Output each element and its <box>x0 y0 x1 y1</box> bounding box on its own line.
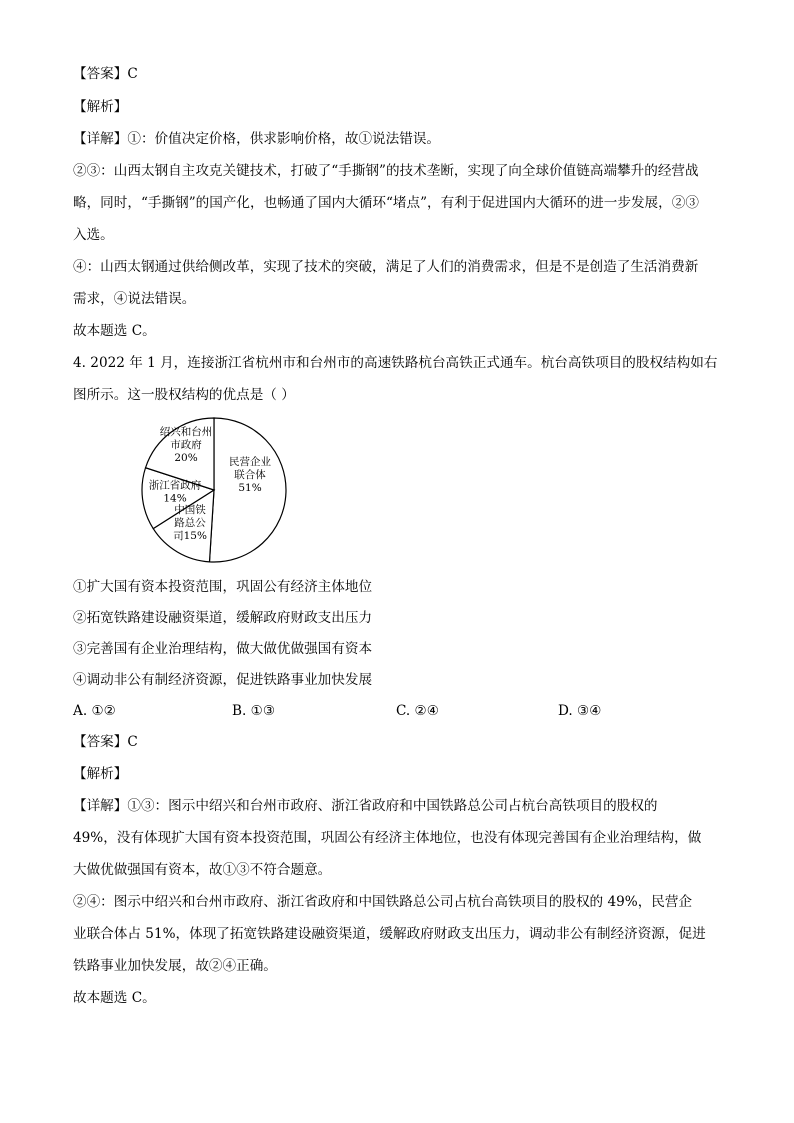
pie-slice-label: 中国铁 <box>174 504 206 516</box>
answer-line <box>73 732 138 752</box>
conclusion-line: 故本题选 C。 <box>73 990 156 1006</box>
option-a[interactable]: A. ①② <box>73 703 116 719</box>
detail-line: 略，同时，“手撕钢”的国产化，也畅通了国内大循环“堵点”，有利于促进国内大循环的进一步发展，②③ <box>73 195 699 211</box>
pie-slice-label: 司15% <box>173 530 207 542</box>
pie-slice-label: 市政府 <box>170 439 202 451</box>
answer-tag: 【答案】 <box>73 66 128 82</box>
detail-line: 需求，④说法错误。 <box>73 291 196 307</box>
detail-line: 铁路事业加快发展，故②④正确。 <box>73 958 277 974</box>
question-stem: 4. 2022 年 1 月，连接浙江省杭州市和台州市的高速铁路杭台高铁正式通车。杭台高铁项目的股权结构如右 <box>73 355 718 371</box>
pie-slice-label: 绍兴和台州 <box>159 426 213 438</box>
analysis-tag: 【解析】 <box>73 766 128 782</box>
detail-line: 入选。 <box>73 227 114 243</box>
pie-group <box>142 418 286 562</box>
answer-line <box>73 64 138 84</box>
detail-text: ①：价值决定价格，供求影响价格，故①说法错误。 <box>127 131 441 147</box>
detail-text: ①③：图示中绍兴和台州市政府、浙江省政府和中国铁路总公司占杭台高铁项目的股权的 <box>127 798 658 814</box>
conclusion-line: 故本题选 C。 <box>73 323 156 339</box>
pie-slice-label: 联合体 <box>234 469 266 481</box>
answer-value: C <box>127 66 138 82</box>
question-stem: 图所示。这一股权结构的优点是（ ） <box>73 387 295 403</box>
detail-line <box>73 129 440 149</box>
pie-slice-label: 浙江省政府 <box>148 479 202 492</box>
statement-item: ③完善国有企业治理结构，做大做优做强国有资本 <box>73 641 373 657</box>
detail-line: 49%，没有体现扩大国有资本投资范围，巩固公有经济主体地位，也没有体现完善国有企业治理结构，做 <box>73 830 702 846</box>
analysis-tag: 【解析】 <box>73 99 128 115</box>
detail-line: 业联合体占 51%，体现了拓宽铁路建设融资渠道，缓解政府财政支出压力，调动非公有制经济资源，促进 <box>73 926 706 942</box>
pie-slice-label: 51% <box>238 482 262 494</box>
detail-line <box>73 796 658 816</box>
detail-line: 大做优做强国有资本，故①③不符合题意。 <box>73 862 332 878</box>
answer-value: C <box>127 734 138 750</box>
statement-item: ①扩大国有资本投资范围，巩固公有经济主体地位 <box>73 579 373 595</box>
detail-tag: 【详解】 <box>73 798 128 814</box>
pie-slice-label: 14% <box>163 492 187 505</box>
equity-pie-chart <box>120 410 320 570</box>
detail-line: ②③：山西太钢自主攻克关键技术，打破了“手撕钢”的技术垄断，实现了向全球价值链高端攀升的经营战 <box>73 163 699 179</box>
pie-slice-label: 20% <box>174 452 198 464</box>
answer-tag: 【答案】 <box>73 734 128 750</box>
statement-item: ②拓宽铁路建设融资渠道，缓解政府财政支出压力 <box>73 610 373 626</box>
option-d[interactable]: D. ③④ <box>558 703 602 719</box>
statement-item: ④调动非公有制经济资源，促进铁路事业加快发展 <box>73 672 373 688</box>
option-c[interactable]: C. ②④ <box>396 703 439 719</box>
option-b[interactable]: B. ①③ <box>232 703 276 719</box>
detail-tag: 【详解】 <box>73 131 128 147</box>
pie-slice-label: 路总公 <box>174 517 206 529</box>
pie-slice-label: 民营企业 <box>229 456 271 468</box>
detail-line: ④：山西太钢通过供给侧改革，实现了技术的突破，满足了人们的消费需求，但是不是创造了生活消费新 <box>73 259 699 275</box>
detail-line: ②④：图示中绍兴和台州市政府、浙江省政府和中国铁路总公司占杭台高铁项目的股权的 49%，民营企 <box>73 894 693 910</box>
